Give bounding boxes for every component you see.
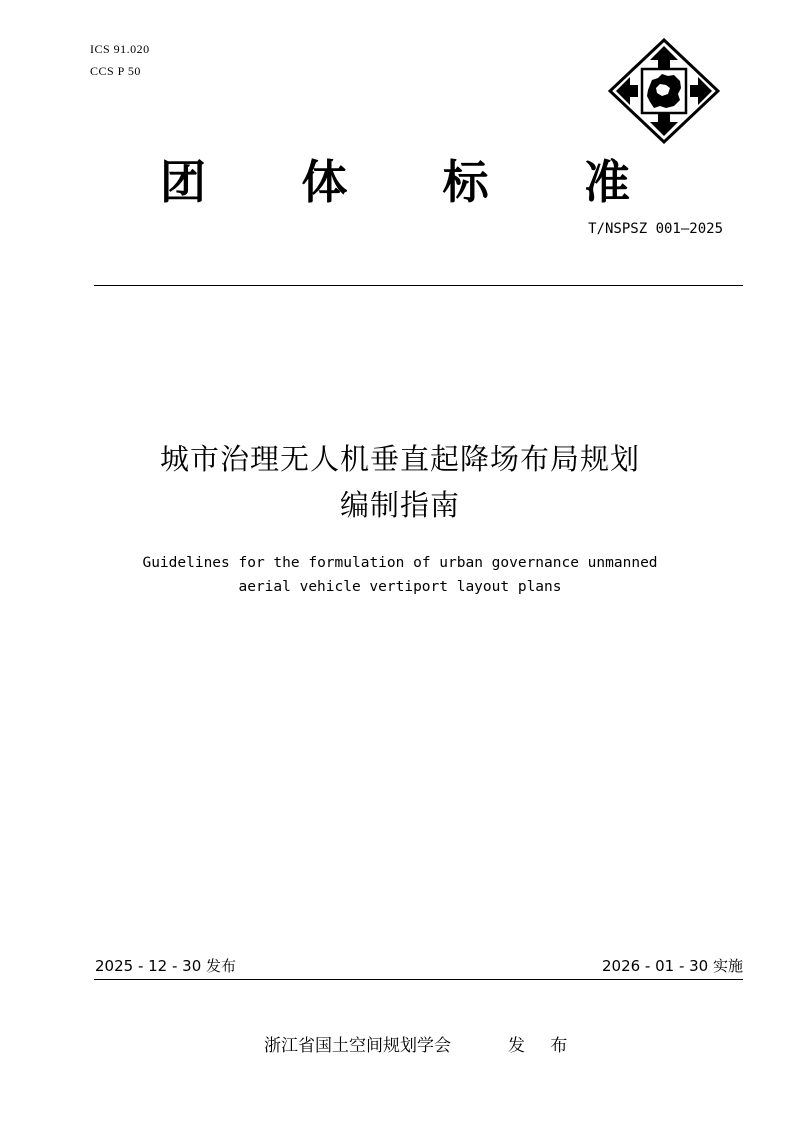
date-row <box>94 954 743 978</box>
ics-code: ICS 91.020 <box>90 42 150 56</box>
english-title-line-2: aerial vehicle vertiport layout plans <box>238 579 562 595</box>
chinese-title <box>0 436 800 528</box>
ccs-code: CCS P 50 <box>90 64 141 78</box>
publish-label: 发 布 <box>508 1036 578 1056</box>
standards-emblem-icon <box>608 38 720 144</box>
classification-codes <box>90 38 150 82</box>
implementation-date: 2026 - 01 - 30 实施 <box>601 957 743 975</box>
issue-date: 2025 - 12 - 30 发布 <box>95 957 237 975</box>
publisher-name: 浙江省国土空间规划学会 <box>264 1036 451 1056</box>
top-divider <box>94 285 743 286</box>
english-title-line-1: Guidelines for the formulation of urban governance unmanned <box>142 555 658 571</box>
english-title <box>0 551 800 599</box>
chinese-title-line-2: 编制指南 <box>339 488 460 522</box>
standard-number: T/NSPSZ 001—2025 <box>588 221 723 237</box>
chinese-title-line-1: 城市治理无人机垂直起降场布局规划 <box>159 442 640 476</box>
bottom-divider <box>94 979 743 980</box>
standard-type-heading <box>160 152 630 212</box>
standard-type-char: 标 <box>442 155 489 209</box>
standard-type-char: 体 <box>301 155 348 209</box>
standard-type-char: 准 <box>583 155 630 209</box>
standard-type-char: 团 <box>160 155 206 209</box>
